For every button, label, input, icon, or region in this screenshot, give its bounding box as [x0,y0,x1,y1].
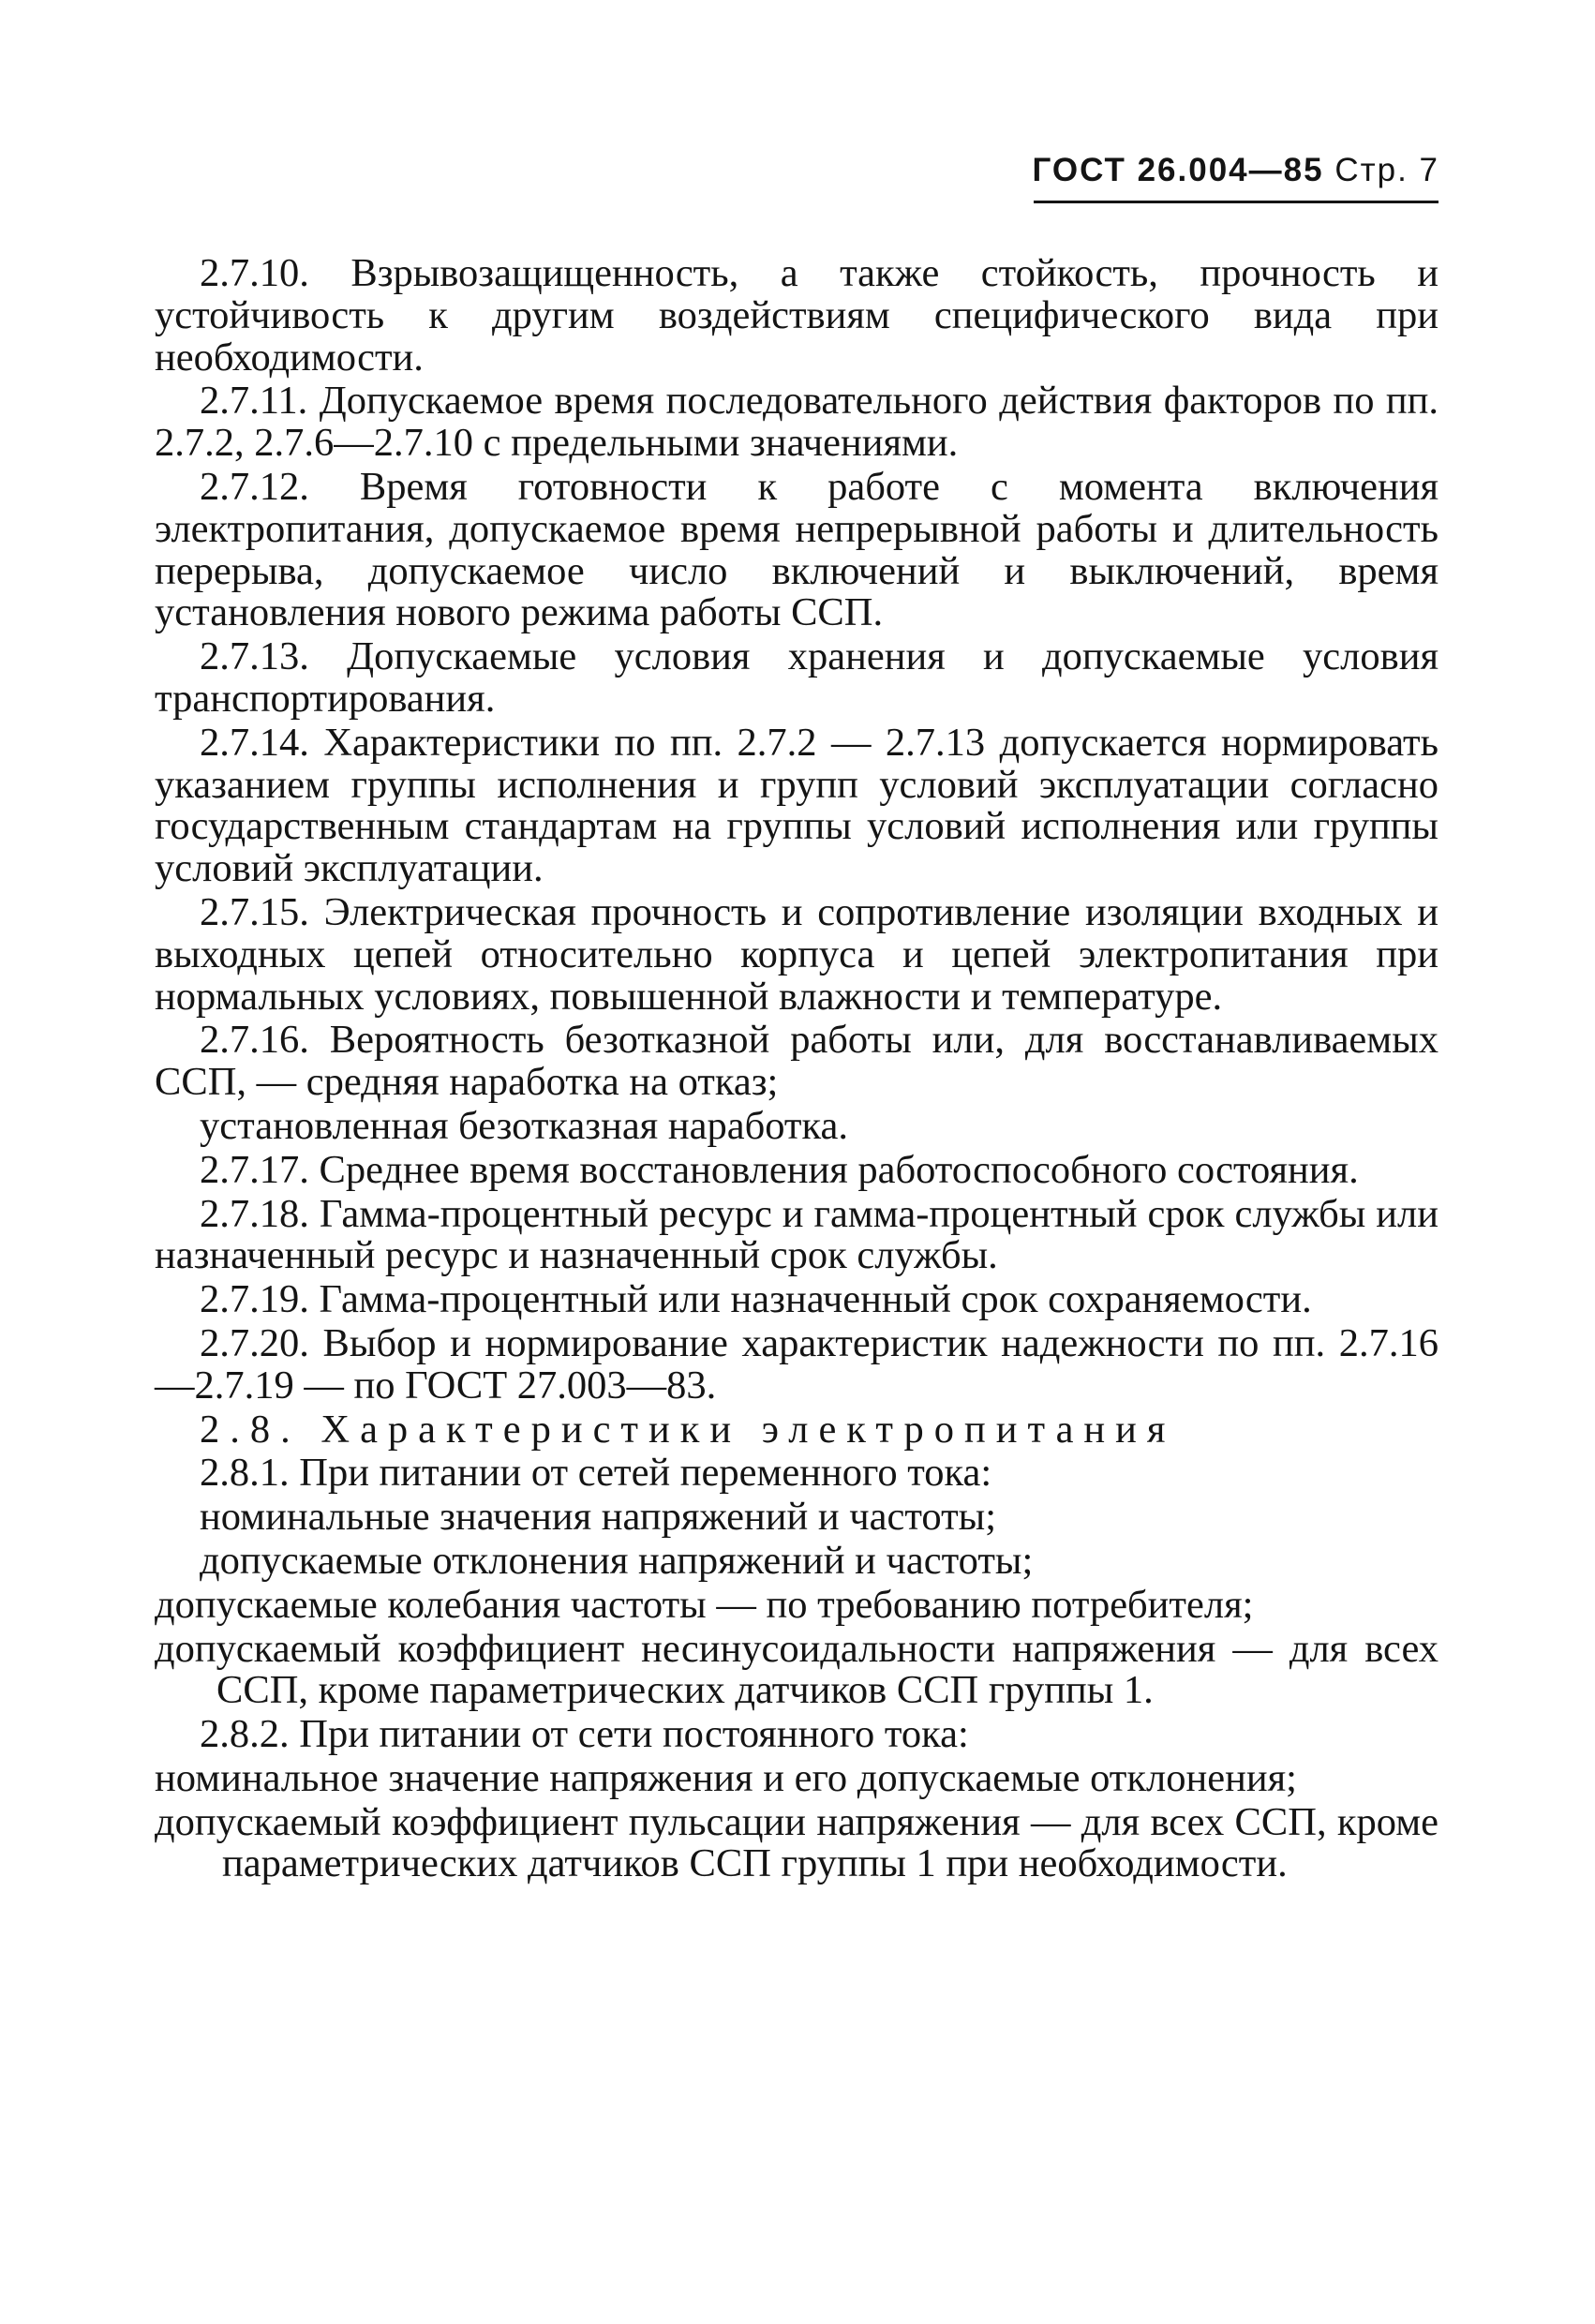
paragraph-2-7-20: 2.7.20. Выбор и нормирование характеристик надежности по пп. 2.7.16—2.7.19 — по ГОСТ 27.003—83. [155,1320,1438,1408]
paragraph-2-7-19: 2.7.19. Гамма-процентный или назначенный срок сохраняемости. [200,1277,1312,1322]
section-heading-2-8: 2.8. Характеристики электропитания [200,1407,1176,1452]
list-item-2-8-2-b: допускаемый коэффициент пульсации напряжения — для всех ССП, кроме параметрических датчиков ССП группы 1 при необходимости. [155,1799,1438,1886]
paragraph-2-7-15: 2.7.15. Электрическая прочность и сопротивление изоляции входных и выходных цепей относительно корпуса и цепей электропитания при нормальных условиях, повышенной влажности и температуре. [155,889,1438,1019]
paragraph-2-7-11: 2.7.11. Допускаемое время последовательного действия факторов по пп. 2.7.2, 2.7.6—2.7.10 с предельными значениями. [155,379,1438,466]
list-item-2-8-1-a: номинальные значения напряжений и частоты; [200,1495,996,1540]
paragraph-2-7-12: 2.7.12. Время готовности к работе с момента включения электропитания, допускаемое время непрерывной работы и длительность перерыва, допускаемое число включений и выключений, время установления нового режима работы ССП. [155,464,1438,635]
paragraph-2-7-16-continued: установленная безотказная наработка. [200,1103,848,1148]
list-item-2-8-2-a: номинальное значение напряжения и его допускаемые отклонения; [155,1755,1297,1800]
document-body [155,253,1438,1887]
paragraph-2-7-10: 2.7.10. Взрывозащищенность, а также стойкость, прочность и устойчивость к другим воздействиям специфического вида при необходимости. [155,251,1438,380]
standard-title: ГОСТ 26.004—85 [1032,152,1324,188]
paragraph-2-8-1: 2.8.1. При питании от сетей переменного тока: [200,1451,992,1496]
paragraph-2-8-2: 2.8.2. При питании от сети постоянного тока: [200,1712,969,1757]
header-rule [1034,201,1438,203]
page-header [1032,152,1439,189]
list-item-2-8-1-c: допускаемые колебания частоты — по требованию потребителя; [155,1582,1254,1627]
paragraph-2-7-18: 2.7.18. Гамма-процентный ресурс и гамма-процентный срок службы или назначенный ресурс и назначенный срок службы. [155,1191,1438,1278]
list-item-2-8-1-b: допускаемые отклонения напряжений и частоты; [200,1538,1034,1583]
list-item-2-8-1-d: допускаемый коэффициент несинусоидальности напряжения — для всех ССП, кроме параметрических датчиков ССП группы 1. [155,1626,1438,1713]
paragraph-2-7-14: 2.7.14. Характеристики по пп. 2.7.2 — 2.7.13 допускается нормировать указанием группы исполнения и групп условий эксплуатации согласно государственным стандартам на группы условий исполнения или группы условий эксплуатации. [155,720,1438,891]
page-number: Стр. 7 [1334,152,1439,188]
paragraph-2-7-13: 2.7.13. Допускаемые условия хранения и допускаемые условия транспортирования. [155,634,1438,721]
paragraph-2-7-16: 2.7.16. Вероятность безотказной работы или, для восстанавливаемых ССП, — средняя наработка на отказ; [155,1018,1438,1105]
paragraph-2-7-17: 2.7.17. Среднее время восстановления работоспособного состояния. [200,1147,1359,1192]
